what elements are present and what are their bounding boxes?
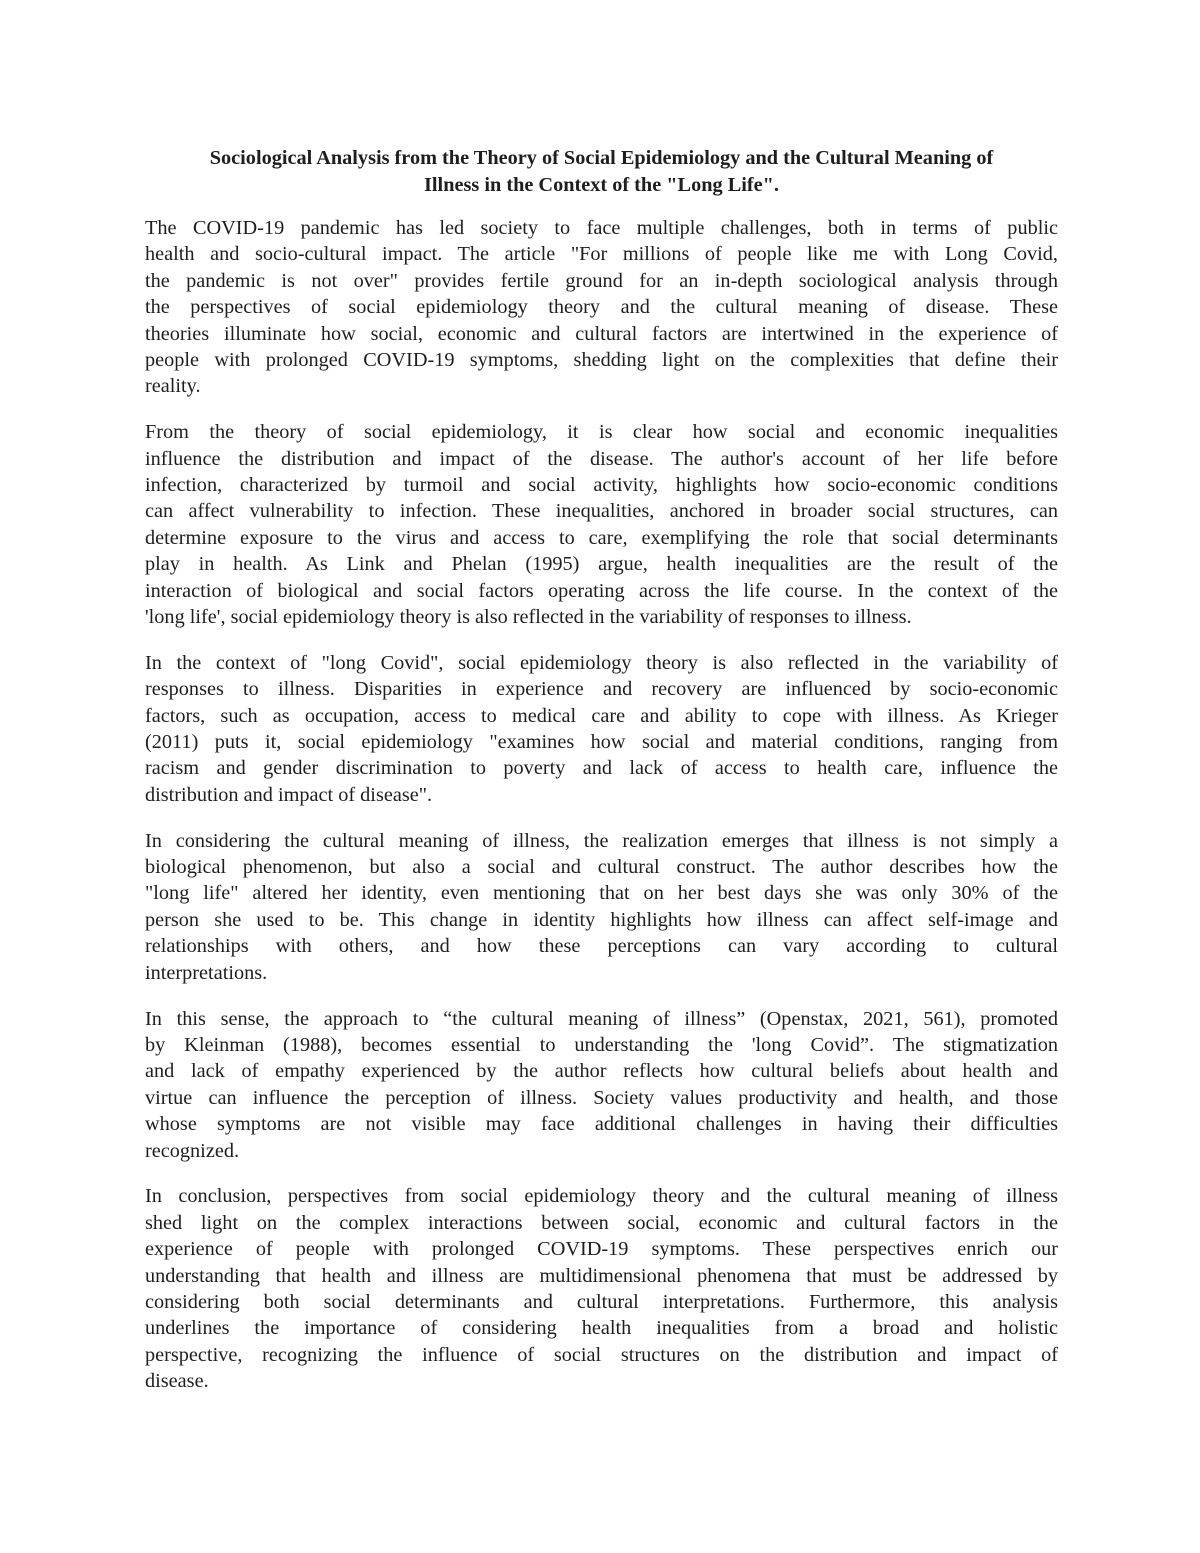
document-page xyxy=(145,145,1058,1414)
paragraph xyxy=(145,1183,1058,1394)
paragraph-line: recognized. xyxy=(145,1139,240,1162)
paragraph-line: biological phenomenon, but also a social and cultural construct. The author describes how the xyxy=(145,856,1058,879)
paragraph-line: play in health. As Link and Phelan (1995) argue, health inequalities are the result of the xyxy=(145,553,1058,576)
paragraph-line: people with prolonged COVID-19 symptoms, shedding light on the complexities that define their xyxy=(145,348,1058,371)
title-line: Sociological Analysis from the Theory of Social Epidemiology and the Cultural Meaning of xyxy=(209,147,994,169)
paragraph-line: infection, characterized by turmoil and social activity, highlights how socio-economic conditions xyxy=(145,474,1058,497)
paragraph-line: From the theory of social epidemiology, it is clear how social and economic inequalities xyxy=(145,421,1058,444)
paragraph-line: theories illuminate how social, economic and cultural factors are intertwined in the experience of xyxy=(145,322,1058,345)
paragraph-line: considering both social determinants and cultural interpretations. Furthermore, this analysis xyxy=(145,1290,1058,1313)
paragraph-line: "long life" altered her identity, even mentioning that on her best days she was only 30% of the xyxy=(145,882,1058,905)
paragraph xyxy=(145,1006,1058,1164)
document-title xyxy=(145,145,1058,198)
paragraph-line: underlines the importance of considering health inequalities from a broad and holistic xyxy=(145,1317,1058,1340)
paragraph-line: interpretations. xyxy=(145,961,268,984)
paragraph-line: influence the distribution and impact of the disease. The author's account of her life before xyxy=(145,447,1058,470)
paragraph-line: relationships with others, and how these perceptions can vary according to cultural xyxy=(145,935,1058,958)
paragraph-line: perspective, recognizing the influence of social structures on the distribution and impact of xyxy=(145,1343,1058,1366)
paragraph-line: responses to illness. Disparities in experience and recovery are influenced by socio-economic xyxy=(145,678,1058,701)
paragraph-line: The COVID-19 pandemic has led society to face multiple challenges, both in terms of public xyxy=(145,217,1058,239)
paragraph xyxy=(145,419,1058,630)
paragraph-line: interaction of biological and social factors operating across the life course. In the context of the xyxy=(145,579,1058,602)
paragraph-line: determine exposure to the virus and access to care, exemplifying the role that social determinants xyxy=(145,526,1058,549)
paragraph-line: experience of people with prolonged COVID-19 symptoms. These perspectives enrich our xyxy=(145,1238,1058,1261)
paragraph-line: understanding that health and illness are multidimensional phenomena that must be addressed by xyxy=(145,1264,1058,1287)
paragraph-line: health and socio-cultural impact. The article "For millions of people like me with Long Covid, xyxy=(145,243,1058,266)
paragraph-line: distribution and impact of disease". xyxy=(145,783,433,806)
paragraph-line: factors, such as occupation, access to medical care and ability to cope with illness. As Krieger xyxy=(145,704,1058,727)
paragraph-line: In the context of "long Covid", social epidemiology theory is also reflected in the variability of xyxy=(145,651,1058,674)
paragraph xyxy=(145,650,1058,808)
title-line: Illness in the Context of the "Long Life". xyxy=(424,173,779,196)
paragraph-line: In conclusion, perspectives from social epidemiology theory and the cultural meaning of illness xyxy=(145,1185,1058,1208)
paragraph-line: disease. xyxy=(145,1370,209,1393)
document-body xyxy=(145,215,1058,1395)
paragraph-line: the perspectives of social epidemiology theory and the cultural meaning of disease. These xyxy=(145,296,1058,319)
paragraph-line: reality. xyxy=(145,375,201,398)
paragraph-line: whose symptoms are not visible may face additional challenges in having their difficulties xyxy=(145,1113,1058,1136)
paragraph-line: virtue can influence the perception of illness. Society values productivity and health, and those xyxy=(145,1086,1058,1109)
paragraph-line: by Kleinman (1988), becomes essential to understanding the 'long Covid”. The stigmatization xyxy=(145,1033,1058,1056)
paragraph-line: (2011) puts it, social epidemiology "examines how social and material conditions, ranging from xyxy=(145,731,1058,754)
paragraph-line: In this sense, the approach to “the cultural meaning of illness” (Openstax, 2021, 561), promoted xyxy=(145,1007,1058,1030)
paragraph-line: and lack of empathy experienced by the author reflects how cultural beliefs about health and xyxy=(145,1060,1058,1083)
paragraph xyxy=(145,828,1058,986)
paragraph-line: the pandemic is not over" provides fertile ground for an in-depth sociological analysis through xyxy=(145,269,1058,292)
paragraph-line: shed light on the complex interactions between social, economic and cultural factors in the xyxy=(145,1211,1058,1234)
paragraph-line: In considering the cultural meaning of illness, the realization emerges that illness is not simply a xyxy=(145,829,1058,852)
paragraph-line: racism and gender discrimination to poverty and lack of access to health care, influence the xyxy=(145,757,1058,780)
paragraph xyxy=(145,215,1058,400)
paragraph-line: can affect vulnerability to infection. These inequalities, anchored in broader social structures, can xyxy=(145,500,1058,523)
paragraph-line: 'long life', social epidemiology theory is also reflected in the variability of responses to illness. xyxy=(145,605,912,628)
paragraph-line: person she used to be. This change in identity highlights how illness can affect self-image and xyxy=(145,908,1058,931)
